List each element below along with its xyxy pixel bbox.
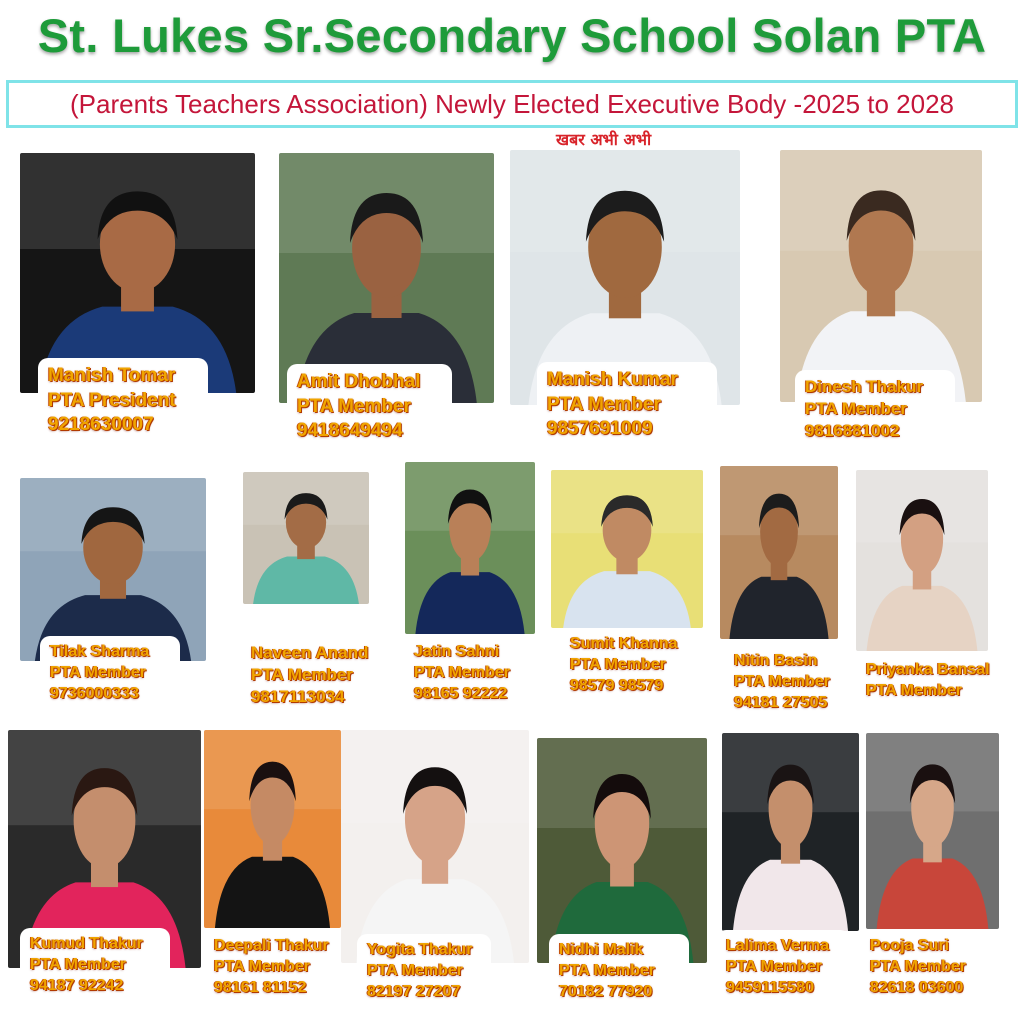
member-name: Kumud Thakur	[30, 935, 143, 952]
member-phone: 98165 92222	[414, 684, 508, 702]
portrait-silhouette	[243, 472, 369, 604]
portrait-silhouette	[856, 470, 988, 651]
member-card-label	[241, 636, 389, 722]
member-card-label	[287, 364, 452, 462]
member-card-label	[40, 636, 180, 720]
page-title: St. Lukes Sr.Secondary School Solan PTA	[37, 9, 987, 62]
member-name: Manish Kumar	[547, 369, 678, 390]
member-phone: 9817113034	[251, 687, 345, 707]
member-phone: 9816881002	[805, 421, 900, 441]
member-photo	[720, 466, 838, 639]
member-name: Nitin Basin	[734, 652, 818, 669]
member-card-label	[38, 358, 208, 458]
member-name: Manish Tomar	[48, 365, 176, 386]
member-role: PTA Member	[726, 957, 823, 975]
member-card-label	[20, 928, 170, 1016]
portrait-silhouette	[780, 150, 982, 402]
member-card-label	[795, 370, 955, 458]
member-phone: 70182 77920	[559, 982, 653, 1000]
member-name: Amit Dhobhal	[297, 371, 421, 392]
member-card-label	[856, 654, 1004, 709]
member-name: Tilak Sharma	[50, 643, 150, 660]
member-role: PTA Member	[866, 681, 963, 699]
member-card-label	[204, 930, 348, 1014]
member-card-label	[860, 930, 1000, 1014]
member-photo	[405, 462, 535, 634]
member-name: Nidhi Malik	[559, 941, 644, 958]
member-role: PTA Member	[547, 393, 662, 415]
member-photo	[537, 738, 707, 963]
member-role: PTA Member	[559, 961, 656, 979]
member-card-label	[724, 645, 844, 725]
member-photo	[866, 733, 999, 929]
member-photo	[204, 730, 341, 928]
member-photo	[341, 730, 529, 963]
member-card-label	[549, 934, 689, 1018]
member-name: Yogita Thakur	[367, 941, 473, 958]
member-card-label	[560, 628, 705, 710]
member-role: PTA Member	[297, 395, 412, 417]
member-phone: 98161 81152	[214, 978, 307, 996]
member-name: Pooja Suri	[870, 937, 950, 954]
member-name: Priyanka Bansal	[866, 661, 990, 678]
member-role: PTA Member	[214, 957, 311, 975]
portrait-silhouette	[20, 153, 255, 393]
member-name: Naveen Anand	[251, 643, 369, 662]
member-card-label	[404, 636, 534, 716]
member-photo	[243, 472, 369, 604]
member-role: PTA Member	[50, 663, 147, 681]
member-name: Dinesh Thakur	[805, 377, 924, 396]
portrait-silhouette	[720, 466, 838, 639]
portrait-silhouette	[341, 730, 529, 963]
member-phone: 9736000333	[50, 684, 139, 702]
member-name: Jatin Sahni	[414, 643, 500, 660]
member-role: PTA Member	[734, 672, 831, 690]
subtitle-box	[6, 80, 1018, 128]
member-phone: 9418649494	[297, 420, 403, 442]
portrait-silhouette	[722, 733, 859, 931]
member-phone: 94187 92242	[30, 976, 124, 994]
member-photo	[722, 733, 859, 931]
member-phone: 82618 03600	[870, 978, 964, 996]
member-phone: 94181 27505	[734, 693, 828, 711]
portrait-silhouette	[405, 462, 535, 634]
page-subtitle: (Parents Teachers Association) Newly Elected Executive Body -2025 to 2028	[70, 88, 954, 119]
portrait-silhouette	[866, 733, 999, 929]
member-role: PTA Member	[367, 961, 464, 979]
member-phone: 98579 98579	[570, 676, 664, 694]
portrait-silhouette	[204, 730, 341, 928]
member-role: PTA Member	[805, 399, 908, 419]
member-phone: 9857691009	[547, 418, 653, 440]
member-photo	[780, 150, 982, 402]
member-phone: 82197 27207	[367, 982, 461, 1000]
member-name: Deepali Thakur	[214, 937, 329, 954]
member-card-label	[716, 930, 850, 1014]
member-photo	[551, 470, 703, 628]
member-role: PTA Member	[570, 655, 667, 673]
member-card-label	[357, 934, 491, 1016]
member-name: Sumit Khanna	[570, 635, 678, 652]
member-photo	[20, 153, 255, 393]
member-phone: 9459115580	[726, 978, 815, 996]
member-photo	[20, 478, 206, 661]
member-photo	[856, 470, 988, 651]
member-card-label	[537, 362, 717, 462]
portrait-silhouette	[20, 478, 206, 661]
member-role: PTA President	[48, 389, 176, 411]
member-role: PTA Member	[870, 957, 967, 975]
portrait-silhouette	[551, 470, 703, 628]
member-role: PTA Member	[414, 663, 511, 681]
member-name: Lalima Verma	[726, 937, 830, 954]
photo-banner-text: खबर अभी अभी	[556, 130, 652, 149]
portrait-silhouette	[537, 738, 707, 963]
member-role: PTA Member	[30, 955, 127, 973]
member-phone: 9218630007	[48, 414, 154, 436]
member-role: PTA Member	[251, 665, 354, 685]
